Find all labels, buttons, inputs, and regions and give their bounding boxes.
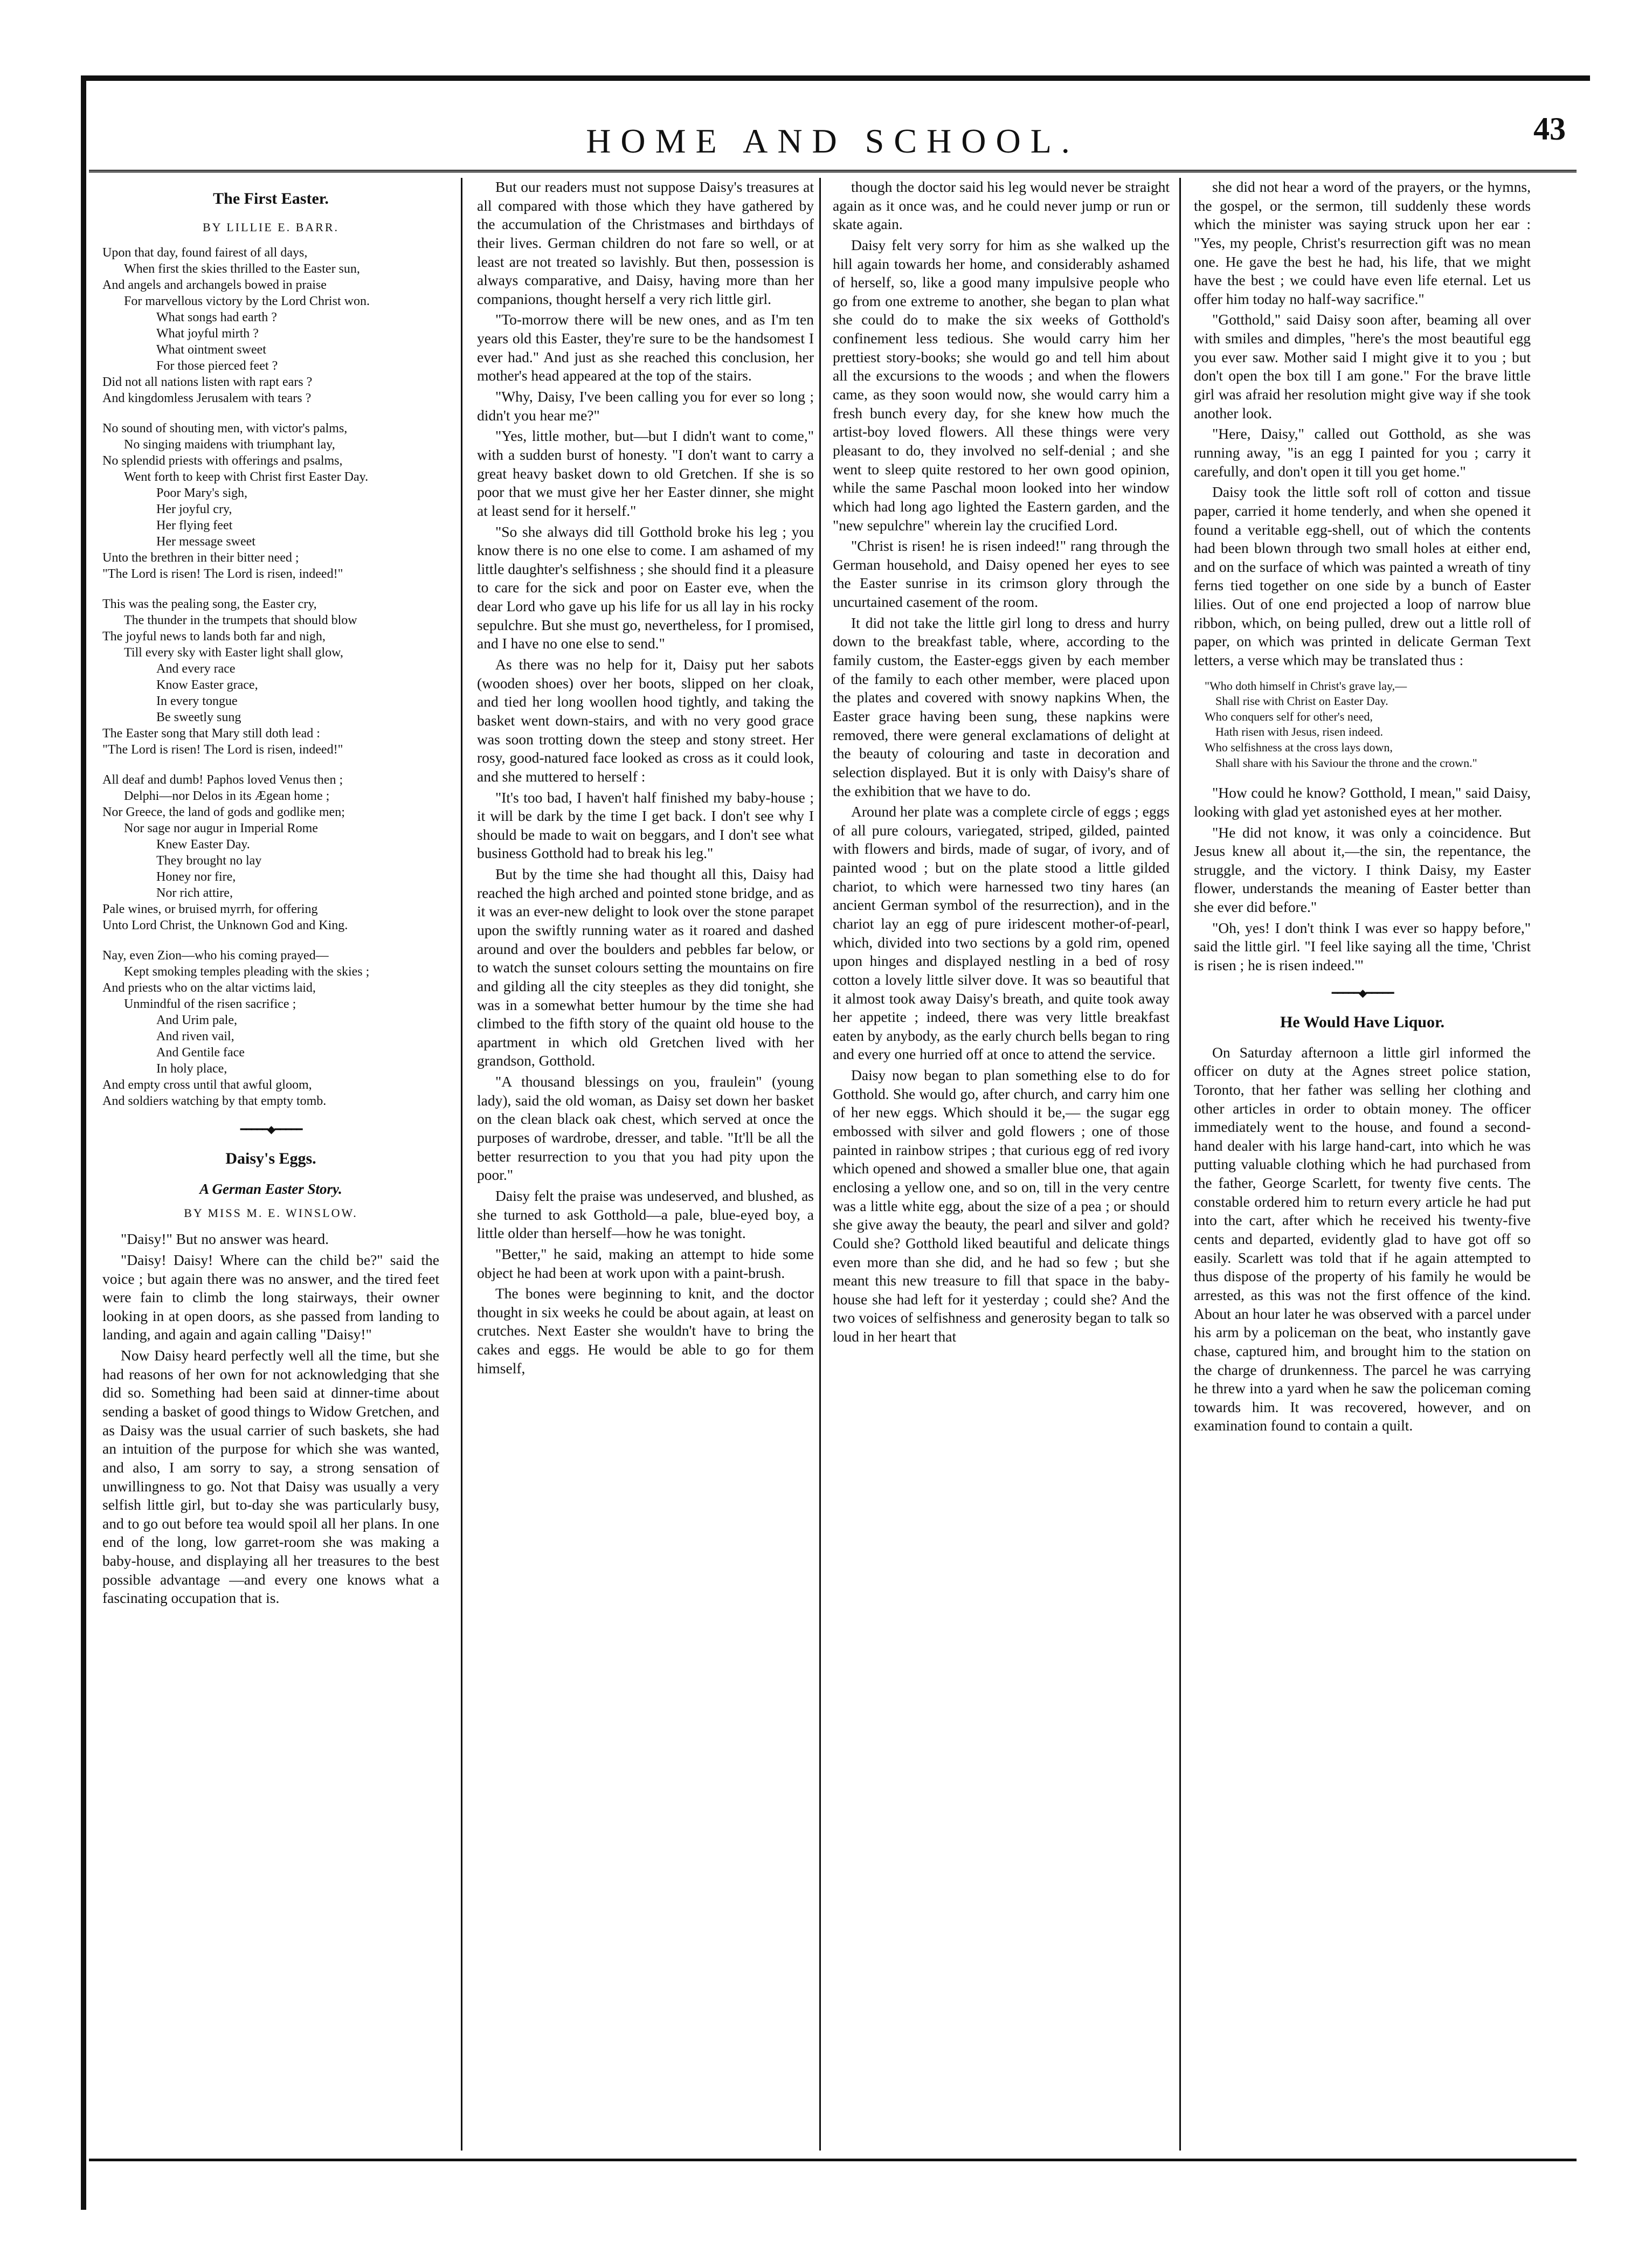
story-paragraph: "Gotthold," said Daisy soon after, beaming all over with smiles and dimples, "here's the most beautiful egg you ever saw. Mother said I might give it to you ; but don't open the box till I am gone." For the brave little girl was afraid her resolution might give way if she took another look. <box>1194 311 1531 421</box>
poem-line: And every race <box>156 661 236 676</box>
poem-line: Her flying feet <box>156 518 233 533</box>
poem-line: The joyful news to lands both far and nigh, <box>102 629 326 644</box>
story-paragraph: As there was no help for it, Daisy put her sabots (wooden shoes) over her boots, slipped on her cloak, and tied her long woollen hood tightly, and taking the basket went down-stairs, and with no very good grace was soon trotting down the steep and stony street. Her rosy, good-natured face looked as cross as it could look, and she muttered to herself : <box>477 656 814 785</box>
poem-line: The Easter song that Mary still doth lead : <box>102 726 320 741</box>
story-paragraph: Daisy took the little soft roll of cotton and tissue paper, carried it home tenderly, and when she opened it found a veritable egg-shell, out of which the contents had been blown through two small holes at either end, and on the surface of which was painted a wreath of tiny ferns tied together on one side by a bunch of Easter lilies. Out of one end projected a loop of narrow blue ribbon, which, on being pulled, drew out a little roll of paper, on which was printed in delicate German Text letters, a verse which may be translated thus : <box>1194 483 1531 669</box>
story-author: BY MISS M. E. WINSLOW. <box>184 1206 358 1220</box>
story-paragraph: Daisy now began to plan something else to do for Gotthold. She would go, after church, and carry him one of her new eggs. Which should it be,— the sugar egg embossed with silver and gold flowers ; one of those painted in rainbow stripes ; that curious egg of red ivory which opened and showed a smaller blue one, that again enclosing a yellow one, and so on, till in the very centre was a little white egg, about the size of a pea ; or should she give away the beauty, the pearl and silver and gold? Could she? Gotthold liked beautiful and delicate things even more than she did, and he had so few ; but she meant this new treasure to fill that space in the baby-house she had left for it yesterday ; could she? And the two voices of selfishness and generosity began to talk so loud in her heart that <box>833 1067 1170 1345</box>
poem-line: And empty cross until that awful gloom, <box>102 1077 312 1092</box>
column-2 <box>477 178 814 2145</box>
story-paragraph: It did not take the little girl long to dress and hurry down to the breakfast table, where, according to the family custom, the Easter-eggs given by each member of the family to each other member, were placed upon the plates and covered with snowy napkins When, the Easter grace having been sung, these napkins were removed, there were general exclamations of delight at the beauty of colouring and taste in decoration and selection displayed. But it is only with Daisy's share of the exhibition that we have to do. <box>833 614 1170 799</box>
poem-stanza <box>102 245 439 406</box>
poem-stanza <box>102 948 439 1109</box>
verse-line: Who conquers self for other's need, <box>1205 709 1373 723</box>
story-paragraph: "Daisy!" But no answer was heard. <box>121 1230 329 1248</box>
verse-line: Shall share with his Saviour the throne and the crown." <box>1215 756 1477 770</box>
poem-line: And riven vail, <box>156 1029 234 1043</box>
column-rule <box>461 178 462 2151</box>
story-text-col3 <box>833 178 1170 1346</box>
verse-line: Shall rise with Christ on Easter Day. <box>1215 694 1388 708</box>
liquor-body: On Saturday afternoon a little girl informed the officer on duty at the Agnes street police station, Toronto, that her father was selling her clothing and other articles in order to obtain money. The officer immediately went to the house, and found a second-hand dealer with his large hand-cart, into which he was putting valuable clothing which he had purchased from the father, George Scarlett, for twenty five cents. The constable ordered him to return every article he had put into the cart, after which he received his twenty-five cents and departed, evidently glad to have got off so easily. Scarlett was told that if he again attempted to thus dispose of the property of his family he would be arrested, as this was not the first offence of the kind. About an hour later he was observed with a parcel under his arm by a policeman on the beat, who instantly gave chase, captured him, and brought him to the station on the charge of drunkenness. The parcel he was carrying he threw into a yard when he saw the policeman coming towards him. It was recovered, however, and on examination found to contain a quilt. <box>1194 1043 1531 1434</box>
poem-line: Nor sage nor augur in Imperial Rome <box>124 821 318 835</box>
poem-line: Kept smoking temples pleading with the skies ; <box>124 964 370 979</box>
story-paragraph: "Here, Daisy," called out Gotthold, as she was running away, "is an egg I painted for you ; carry it carefully, and don't open it till you get home." <box>1194 425 1531 480</box>
poem-line: No singing maidens with triumphant lay, <box>124 437 335 452</box>
poem-line: And soldiers watching by that empty tomb. <box>102 1094 327 1108</box>
story-paragraph: though the doctor said his leg would never be straight again as it once was, and he could never jump or run or skate again. <box>833 178 1170 233</box>
poem-line: In every tongue <box>156 694 238 708</box>
verse-line: "Who doth himself in Christ's grave lay,— <box>1205 679 1407 693</box>
page-header <box>89 100 1577 172</box>
poem-line: What ointment sweet <box>156 342 266 357</box>
story-paragraph: she did not hear a word of the prayers, or the hymns, the gospel, or the sermon, till suddenly these words which the minister was saying struck upon her ear : "Yes, my people, Christ's resurrection gift was no mean one. He gave the best he had, his life, that we might have the best ; we could have even life eternal. Let us offer him today no half-way sacrifice." <box>1194 178 1531 307</box>
story-paragraph: Daisy felt very sorry for him as she walked up the hill again towards her home, and considerably ashamed of herself, so, like a good many impulsive people who go from one extreme to another, she began to plan what she could do to make the six weeks of Gotthold's confinement less tedious. She would carry him her prettiest story-books; she would go and tell him about all the excursions to the woods ; and when the flowers came, as they soon would now, she would carry him a fresh bunch every day, for she knew how much the artist-boy loved flowers. All these things were very pleasant to do, they involved no self-denial ; and she went to sleep quite restored to her own good opinion, while the same Paschal moon looked into her window which had long ago lighted the Eastern garden, and the "new sepulchre" wherein lay the crucified Lord. <box>833 236 1170 534</box>
column-3 <box>833 178 1170 2145</box>
story-text-col1 <box>102 1230 439 1608</box>
poem-line: In holy place, <box>156 1061 227 1076</box>
column-rule <box>819 178 821 2151</box>
story-paragraph: Around her plate was a complete circle of eggs ; eggs of all pure colours, variegated, striped, gilded, painted with flowers and birds, made of sugar, of ivory, and of painted wood ; but on the plate stood a little gilded chariot, to which were harnessed two tiny hares (an ancient German symbol of the resurrection), and in the chariot lay an egg of pure iridescent mother-of-pearl, which, divided into two sections by a gold rim, opened upon hinges and displayed nestling in a bed of rosy cotton a lovely little silver dove. It was so beautiful that it almost took away Daisy's breath, and quite took away her appetite ; indeed, there was very little breakfast eaten by anybody, as the early church bells began to ring and every one hurried off at once to attend the service. <box>833 803 1170 1063</box>
poem-line: For those pierced feet ? <box>156 358 278 373</box>
story-paragraph: "Christ is risen! he is risen indeed!" rang through the German household, and Daisy opened her eyes to see the Easter sunrise in its crimson glory through the uncurtained casement of the room. <box>833 537 1170 611</box>
masthead-title: HOME AND SCHOOL. <box>586 122 1080 160</box>
poem-author: BY LILLIE E. BARR. <box>203 220 339 234</box>
poem-line: Honey nor fire, <box>156 869 236 884</box>
story-text-col2 <box>477 178 814 1378</box>
verse-line: Hath risen with Jesus, risen indeed. <box>1215 725 1383 739</box>
poem-stanza <box>102 772 439 934</box>
poem-line: Nay, even Zion—who his coming prayed— <box>102 948 329 963</box>
poem-title: The First Easter. <box>213 190 329 208</box>
story-paragraph: "How could he know? Gotthold, I mean," said Daisy, looking with glad yet astonished eyes at her mother. <box>1194 784 1531 820</box>
story-paragraph: "Daisy! Daisy! Where can the child be?" said the voice ; but again there was no answer, and the tired feet were fain to climb the long stairways, their owner looking in at open doors, as she passed from landing to landing, and again and again calling "Daisy!" <box>102 1251 439 1343</box>
story-paragraph: "A thousand blessings on you, fraulein" (young lady), said the old woman, as Daisy set down her basket on the clean black oak chest, which served at once the purposes of wardrobe, dresser, and table. "It'll be all the better resurrection to you that you had pity upon the poor." <box>477 1073 814 1184</box>
poem-line: And angels and archangels bowed in praise <box>102 278 327 292</box>
poem-line: Pale wines, or bruised myrrh, for offering <box>102 902 318 916</box>
story-text-col4-end <box>1194 784 1531 974</box>
egg-verse <box>1205 679 1531 771</box>
poem-line: Went forth to keep with Christ first Easter Day. <box>124 469 369 484</box>
poem-line: For marvellous victory by the Lord Christ won. <box>124 294 370 308</box>
verse-line: Who selfishness at the cross lays down, <box>1205 741 1393 755</box>
ornament-divider: ━━━━━◆━━━━━ <box>240 1123 302 1136</box>
story-paragraph: "Why, Daisy, I've been calling you for ever so long ; didn't you hear me?" <box>477 388 814 424</box>
poem-stanza <box>102 420 439 582</box>
poem-line: And Gentile face <box>156 1045 245 1060</box>
story-title: Daisy's Eggs. <box>225 1149 316 1167</box>
story-paragraph: "Oh, yes! I don't think I was ever so happy before," said the little girl. "I feel like saying all the time, 'Christ is risen ; he is risen indeed.'" <box>1194 919 1531 973</box>
story-paragraph: Now Daisy heard perfectly well all the time, but she had reasons of her own for not acknowledging that she did so. Something had been said at dinner-time about sending a basket of good things to Widow Gretchen, and as Daisy was the usual carrier of such baskets, she had an intuition of the purpose for which she was wanted, and also, I am sorry to say, a strong sensation of unwillingness to go. Not that Daisy was usually a very selfish little girl, but to-day she was particularly busy, and to go out before tea would spoil all her plans. In one end of the long, low garret-room she was making a baby-house, and displaying all her treasures to the best possible advantage —and every one knows what a fascinating occupation that is. <box>102 1347 439 1607</box>
poem-line: Know Easter grace, <box>156 677 258 692</box>
poem-line: All deaf and dumb! Paphos loved Venus then ; <box>102 772 343 787</box>
story-paragraph: But by the time she had thought all this, Daisy had reached the high arched and pointed stone bridge, and as it was an ever-new delight to look over the stone parapet upon the swiftly running water as it roared and dashed around and over the boulders and pebbles far below, or to watch the sunset colours setting the mountains on fire and gilding all the city steeples as they did tonight, she was in a somewhat better humour by the time she had climbed to the fifth story of the quaint old house to the apartment in which old Gretchen lived with her grandson, Gotthold. <box>477 866 814 1069</box>
poem-line: Nor Greece, the land of gods and godlike men; <box>102 805 345 819</box>
poem-line: No sound of shouting men, with victor's palms, <box>102 421 348 435</box>
page-number: 43 <box>1533 111 1566 147</box>
story-paragraph: But our readers must not suppose Daisy's treasures at all compared with those which they have gathered by the accumulation of the Christmases and birthdays of their lives. German children do not fare so well, or at least are not treated so lavishly. But then, possession is always comparative, and Daisy, having more than her companions, thought herself a very rich little girl. <box>477 178 814 307</box>
poem-line: Unmindful of the risen sacrifice ; <box>124 997 296 1011</box>
story-subtitle: A German Easter Story. <box>199 1180 342 1197</box>
poem-line: Her joyful cry, <box>156 502 232 516</box>
poem-line: The thunder in the trumpets that should blow <box>124 613 357 627</box>
poem-line: "The Lord is risen! The Lord is risen, indeed!" <box>102 742 343 757</box>
poem-line: No splendid priests with offerings and psalms, <box>102 453 343 468</box>
poem-line: Nor rich attire, <box>156 886 233 900</box>
poem-line: Till every sky with Easter light shall glow, <box>124 645 343 660</box>
poem-stanza <box>102 596 439 758</box>
poem-line: What songs had earth ? <box>156 310 277 324</box>
story-text-col4 <box>1194 178 1531 670</box>
poem-line: Be sweetly sung <box>156 710 241 724</box>
poem-line: And Urim pale, <box>156 1013 237 1027</box>
story-paragraph: The bones were beginning to knit, and the doctor thought in six weeks he could be about again, at least on crutches. Next Easter she wouldn't have to bring the cakes and eggs. He would be able to go for them himself, <box>477 1285 814 1377</box>
column-rule <box>1179 178 1181 2151</box>
poem-line: Upon that day, found fairest of all days, <box>102 245 308 260</box>
poem-line: Did not all nations listen with rapt ears ? <box>102 375 313 389</box>
poem-line: And priests who on the altar victims laid, <box>102 980 316 995</box>
story-paragraph: "Better," he said, making an attempt to hide some object he had been at work upon with a paint-brush. <box>477 1245 814 1281</box>
story-paragraph: "Yes, little mother, but—but I didn't want to come," with a sudden burst of honesty. "I don't want to carry a great heavy basket down to old Gretchen. If she is so poor that we must give her her Easter dinner, she might at least send for it herself." <box>477 427 814 519</box>
poem-line: Unto Lord Christ, the Unknown God and King. <box>102 918 348 932</box>
column-1 <box>102 178 439 2145</box>
story-paragraph: "It's too bad, I haven't half finished my baby-house ; it will be dark by the time I get back. I don't see why I should be made to wait on beggars, and I don't see what business Gotthold had to break his leg." <box>477 789 814 862</box>
poem-line: "The Lord is risen! The Lord is risen, indeed!" <box>102 566 343 581</box>
poem-line: Unto the brethren in their bitter need ; <box>102 550 299 565</box>
liquor-title: He Would Have Liquor. <box>1280 1013 1445 1031</box>
poem-line: And kingdomless Jerusalem with tears ? <box>102 391 312 405</box>
poem-body <box>102 245 439 1109</box>
story-paragraph: Daisy felt the praise was undeserved, and blushed, as she turned to ask Gotthold—a pale, blue-eyed boy, a little older than herself—how he was tonight. <box>477 1187 814 1242</box>
poem-line: This was the pealing song, the Easter cry, <box>102 597 317 611</box>
story-paragraph: "To-morrow there will be new ones, and as I'm ten years old this Easter, they're sure to be the handsomest I ever had." And just as she reached this conclusion, her mother's head appeared at the top of the stairs. <box>477 311 814 384</box>
poem-line: Delphi—nor Delos in its Ægean home ; <box>124 789 330 803</box>
ornament-divider: ━━━━━◆━━━━━ <box>1331 987 1393 999</box>
poem-line: When first the skies thrilled to the Easter sun, <box>124 261 360 276</box>
poem-line: What joyful mirth ? <box>156 326 259 341</box>
bottom-rule <box>89 2159 1577 2161</box>
poem-line: Poor Mary's sigh, <box>156 486 247 500</box>
column-4 <box>1194 178 1531 2145</box>
story-paragraph: "So she always did till Gotthold broke his leg ; you know there is no one else to come. I am ashamed of my little daughter's selfishness ; she should find it a pleasure to care for the sick and poor on Easter eve, when the dear Lord who gave up his life for us all lay in his rocky sepulchre. But she must go, nevertheless, for I promised, and I have no one else to send." <box>477 523 814 652</box>
poem-line: Her message sweet <box>156 534 255 549</box>
story-paragraph: "He did not know, it was only a coincidence. But Jesus knew all about it,—the sin, the repentance, the struggle, and the victory. I think Daisy, my Easter flower, understands the meaning of Easter better than she ever did before." <box>1194 824 1531 916</box>
poem-line: Knew Easter Day. <box>156 837 250 852</box>
poem-line: They brought no lay <box>156 853 262 868</box>
